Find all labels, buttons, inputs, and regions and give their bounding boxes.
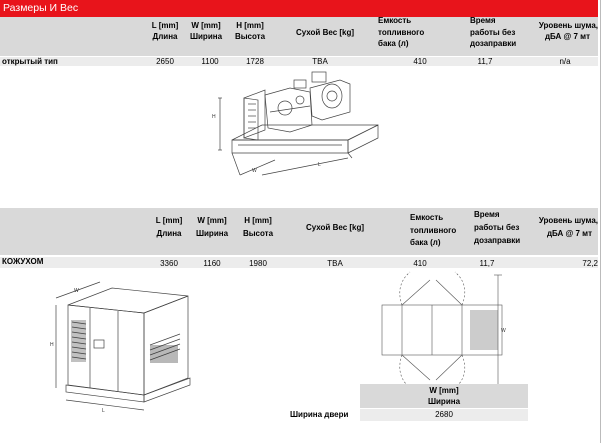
dim-l-label-2: L <box>102 408 105 414</box>
row2-height: 1980 <box>249 259 267 268</box>
col2-dry-weight: Сухой Вес [kg] <box>305 223 365 232</box>
col-length-unit: L [mm] <box>151 21 179 30</box>
row2-noise: 72,2 <box>582 259 598 268</box>
col-width-unit: W [mm] <box>191 21 221 30</box>
door-label: Ширина <box>427 397 461 406</box>
col2-noise-2: дБА @ 7 мт <box>546 229 592 238</box>
col-height-unit: H [mm] <box>236 21 264 30</box>
col2-height-label: Высота <box>242 229 274 238</box>
dim-w-label-3: W <box>501 328 506 334</box>
row2-fuel: 410 <box>413 259 427 268</box>
door-row-label: Ширина двери <box>290 410 349 419</box>
col2-runtime-1: Время <box>474 210 500 219</box>
col2-fuel-1: Емкость <box>410 213 444 222</box>
section-title: Размеры И Вес <box>0 0 598 17</box>
col-noise-1: Уровень шума, <box>538 21 598 30</box>
col-dry-weight: Сухой Вес [kg] <box>295 28 355 37</box>
dim-w-label-2: W <box>74 288 79 294</box>
col2-width-unit: W [mm] <box>197 216 227 225</box>
col-noise-2: дБА @ 7 мт <box>544 32 590 41</box>
row-name: открытый тип <box>2 57 58 66</box>
col2-width-label: Ширина <box>195 229 229 238</box>
col-length-label: Длина <box>152 32 178 41</box>
col2-runtime-2: работы без <box>474 223 520 232</box>
dim-h-label-2: H <box>50 342 54 348</box>
door-unit: W [mm] <box>429 386 459 395</box>
row2-length: 3360 <box>160 259 178 268</box>
dim-h-label-1: H <box>212 114 216 120</box>
col-fuel-1: Емкость <box>378 16 412 25</box>
col2-noise-1: Уровень шума, <box>538 216 598 225</box>
col2-fuel-3: бака (л) <box>410 238 441 247</box>
row2-name: КОЖУХОМ <box>2 257 44 266</box>
col-runtime-3: дозаправки <box>470 39 517 48</box>
door-value: 2680 <box>435 410 453 419</box>
row2-runtime: 11,7 <box>479 259 495 268</box>
col2-fuel-2: топливного <box>410 226 457 235</box>
col-runtime-2: работы без <box>470 28 516 37</box>
col2-length-label: Длина <box>156 229 182 238</box>
col-fuel-2: топливного <box>378 28 425 37</box>
row-width: 1100 <box>201 57 219 66</box>
col-height-label: Высота <box>234 32 266 41</box>
row-dry-weight: TBA <box>312 57 328 66</box>
col-runtime-1: Время <box>470 16 496 25</box>
col2-length-unit: L [mm] <box>155 216 183 225</box>
dim-w-label-1: W <box>252 168 257 174</box>
door-table-header <box>360 384 528 408</box>
row-fuel: 410 <box>413 57 427 66</box>
col2-runtime-3: дозаправки <box>474 236 521 245</box>
col-width-label: Ширина <box>189 32 223 41</box>
row2-dry-weight: TBA <box>327 259 343 268</box>
col-fuel-3: бака (л) <box>378 39 409 48</box>
row-noise: n/a <box>559 57 571 66</box>
dim-l-label-1: L <box>318 162 321 168</box>
top-view-grille <box>470 310 498 350</box>
row-length: 2650 <box>156 57 174 66</box>
row-height: 1728 <box>246 57 264 66</box>
row2-width: 1160 <box>203 259 221 268</box>
row-runtime: 11,7 <box>477 57 493 66</box>
door-table-row <box>288 409 528 421</box>
door-value-cell <box>360 409 528 421</box>
col2-height-unit: H [mm] <box>244 216 272 225</box>
